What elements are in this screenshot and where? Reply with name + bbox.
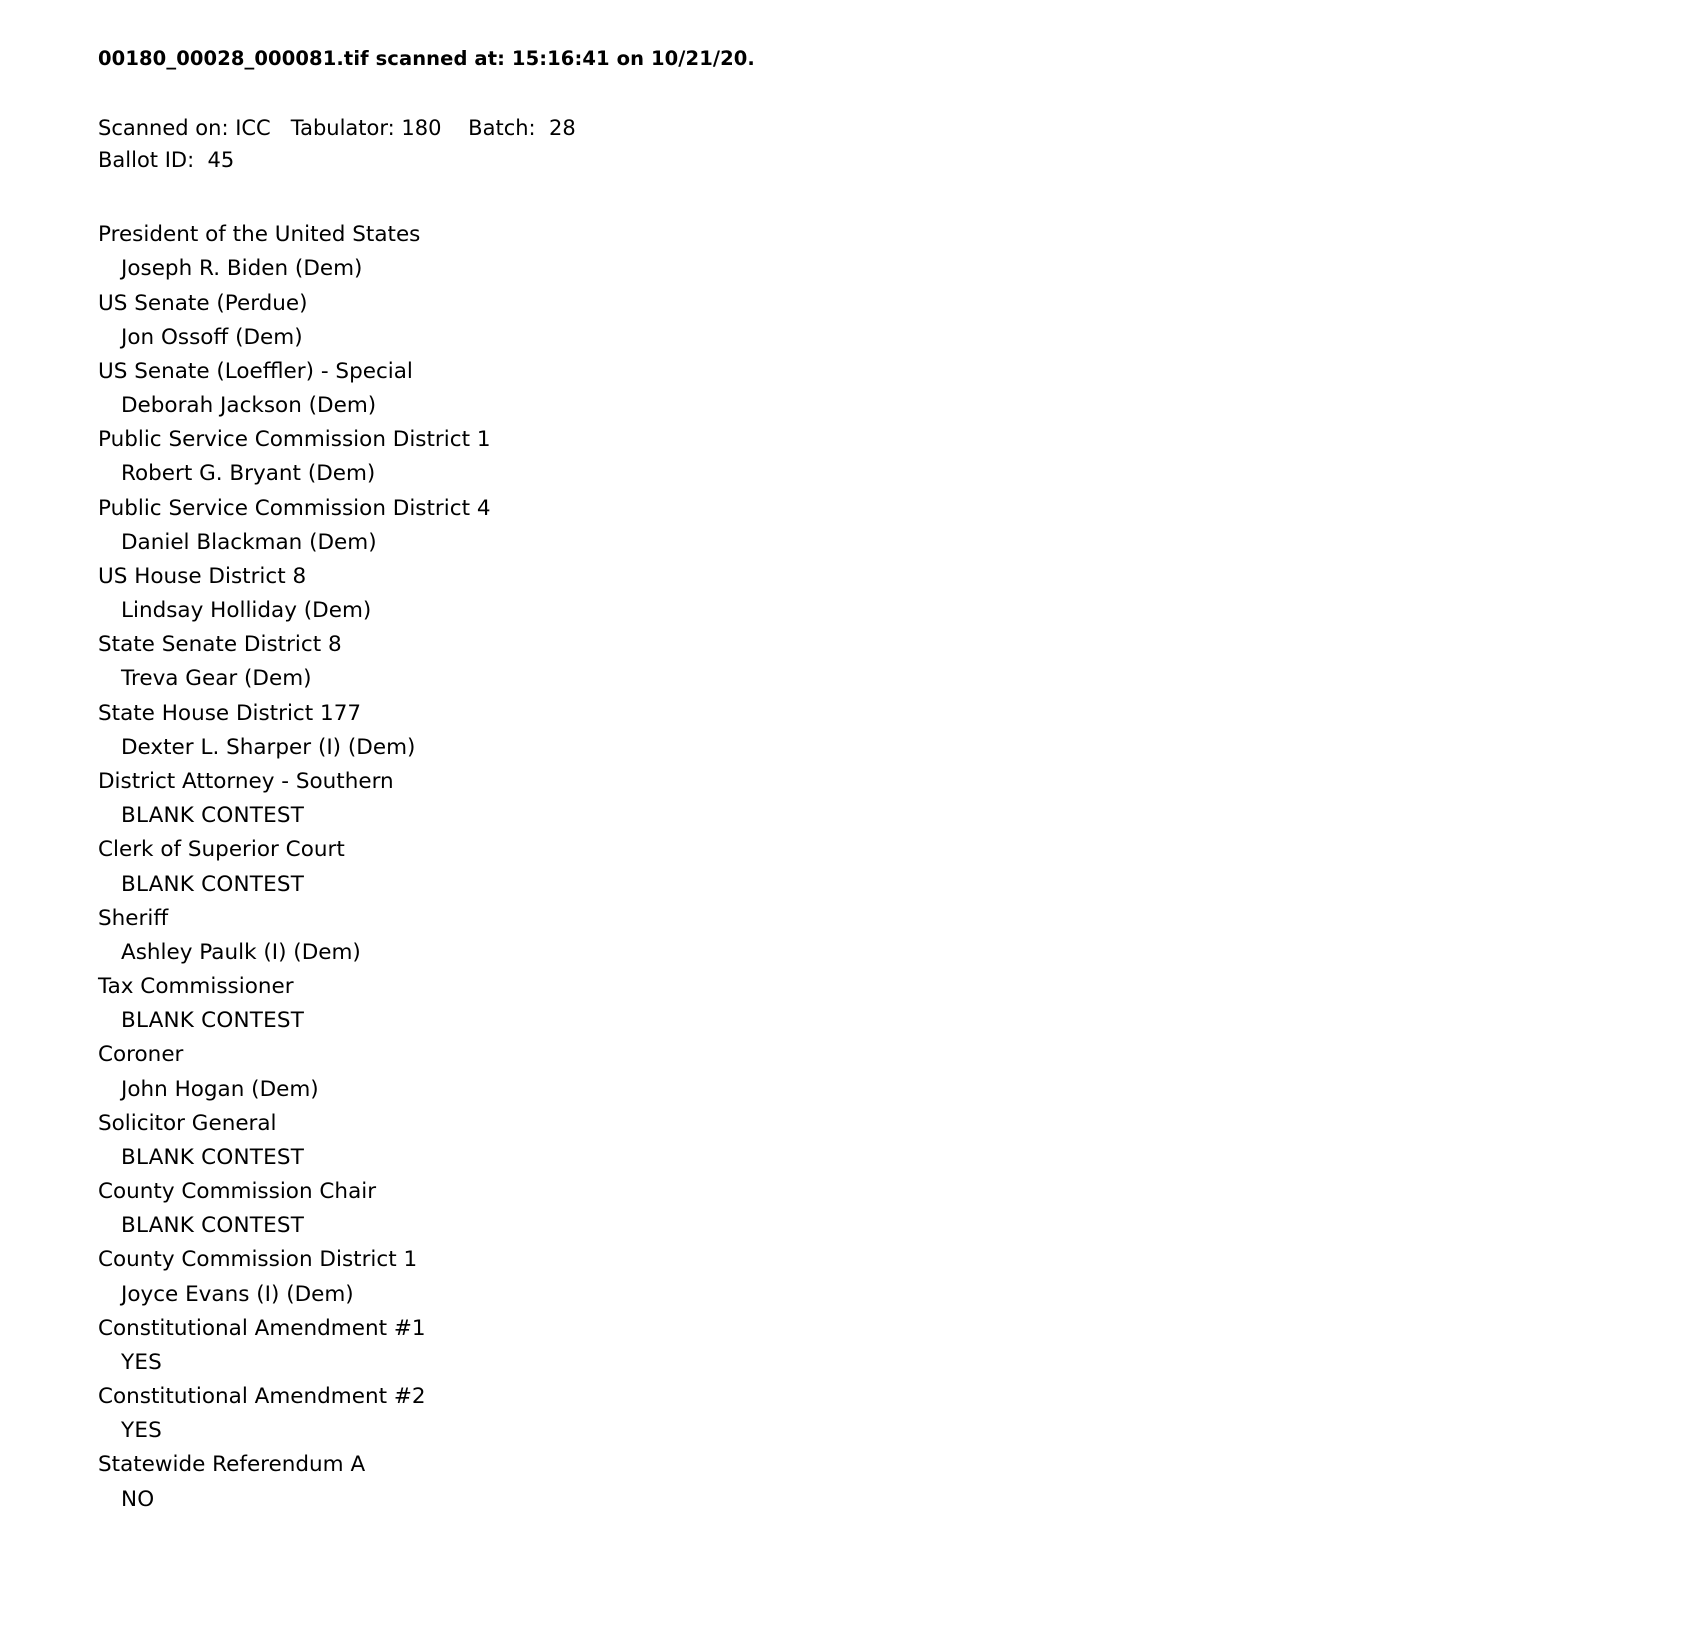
contest-item	[98, 1038, 1704, 1106]
contest-item	[98, 1243, 1704, 1311]
scan-header-line: 00180_00028_000081.tif scanned at: 15:16:41 on 10/21/20.	[98, 47, 755, 70]
contest-title: US House District 8	[98, 563, 307, 589]
contest-choice: BLANK CONTEST	[121, 1144, 305, 1170]
contest-item	[98, 1107, 1704, 1175]
contest-choice: Treva Gear (Dem)	[121, 666, 312, 692]
contest-title: Constitutional Amendment #1	[98, 1315, 426, 1341]
contest-item	[98, 833, 1704, 901]
scan-meta-block	[98, 113, 1704, 176]
contest-item	[98, 1312, 1704, 1380]
contest-title: State Senate District 8	[98, 632, 342, 658]
contest-choice: BLANK CONTEST	[121, 871, 305, 897]
contest-item	[98, 765, 1704, 833]
contest-item	[98, 423, 1704, 491]
contest-choice: BLANK CONTEST	[121, 1008, 305, 1034]
contest-item	[98, 970, 1704, 1038]
contest-choice: Daniel Blackman (Dem)	[121, 529, 377, 555]
contest-title: Tax Commissioner	[98, 974, 294, 1000]
contest-title: State House District 177	[98, 700, 362, 726]
contest-title: Statewide Referendum A	[98, 1452, 366, 1478]
contest-title: County Commission Chair	[98, 1179, 377, 1205]
contest-item	[98, 287, 1704, 355]
contest-item	[98, 1175, 1704, 1243]
contest-title: Coroner	[98, 1042, 184, 1068]
contest-item	[98, 697, 1704, 765]
contest-title: Solicitor General	[98, 1110, 277, 1136]
contest-choice: John Hogan (Dem)	[121, 1076, 319, 1102]
contest-item	[98, 355, 1704, 423]
contest-choice: Deborah Jackson (Dem)	[121, 393, 377, 419]
contest-item	[98, 560, 1704, 628]
contest-choice: YES	[121, 1418, 162, 1444]
contest-item	[98, 1448, 1704, 1516]
contest-item	[98, 218, 1704, 286]
contest-title: Constitutional Amendment #2	[98, 1384, 426, 1410]
contest-title: US Senate (Loeffler) - Special	[98, 358, 413, 384]
contest-title: District Attorney - Southern	[98, 769, 394, 794]
contest-item	[98, 902, 1704, 970]
contest-item	[98, 492, 1704, 560]
contest-choice: Robert G. Bryant (Dem)	[121, 461, 376, 487]
contest-title: County Commission District 1	[98, 1247, 418, 1273]
contest-choice: NO	[121, 1486, 155, 1512]
contest-choice: YES	[121, 1349, 162, 1375]
contest-choice: Dexter L. Sharper (I) (Dem)	[121, 734, 416, 760]
contest-title: President of the United States	[98, 222, 421, 248]
contest-title: Public Service Commission District 4	[98, 495, 491, 521]
contest-list	[98, 218, 1704, 1517]
contest-title: US Senate (Perdue)	[98, 290, 308, 316]
scanned-on-line: Scanned on: ICC Tabulator: 180 Batch: 28	[98, 116, 576, 141]
contest-title: Public Service Commission District 1	[98, 427, 491, 453]
contest-choice: BLANK CONTEST	[121, 803, 305, 829]
contest-item	[98, 628, 1704, 696]
contest-choice: Jon Ossoff (Dem)	[121, 324, 303, 350]
contest-choice: BLANK CONTEST	[121, 1213, 305, 1239]
contest-choice: Ashley Paulk (I) (Dem)	[121, 939, 361, 965]
contest-title: Clerk of Superior Court	[98, 837, 345, 863]
contest-choice: Joyce Evans (I) (Dem)	[121, 1281, 354, 1307]
contest-choice: Lindsay Holliday (Dem)	[121, 598, 372, 624]
ballot-id-line: Ballot ID: 45	[98, 147, 235, 172]
contest-item	[98, 1380, 1704, 1448]
contest-choice: Joseph R. Biden (Dem)	[121, 256, 363, 282]
contest-title: Sheriff	[98, 905, 169, 931]
